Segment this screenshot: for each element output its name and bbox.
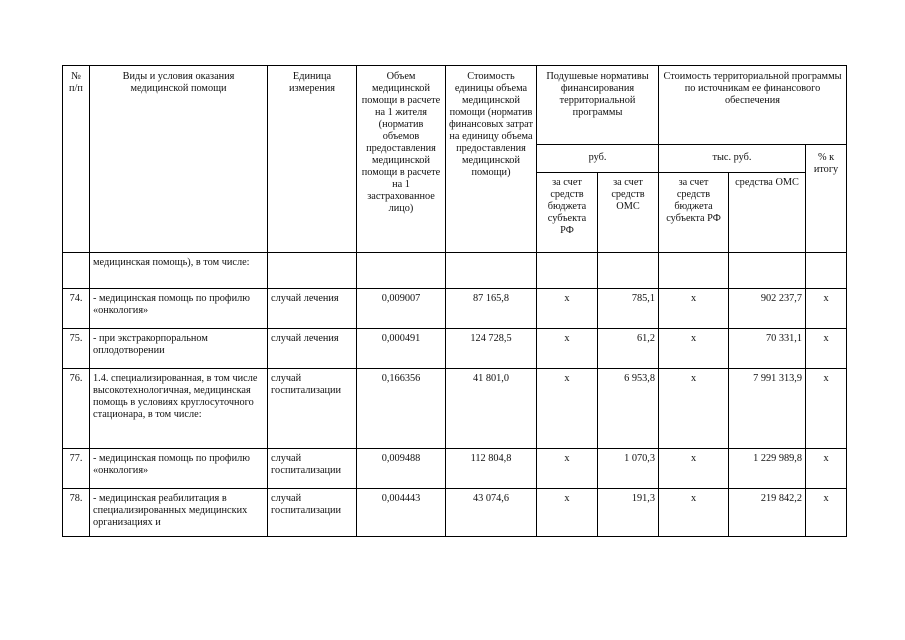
row-cost: 112 804,8 [446,449,537,489]
row-name: медицинская помощь), в том числе: [90,253,268,289]
row-name: - медицинская помощь по профилю «онкология» [90,289,268,329]
header-row-1 [63,66,847,145]
row-volume: 0,166356 [357,369,446,449]
row-cost: 124 728,5 [446,329,537,369]
row-name: 1.4. специализированная, в том числе высокотехнологичная, медицинская помощь в условиях круглосуточного стационара, в том числе: [90,369,268,449]
row-name: - медицинская реабилитация в специализированных медицинских организациях и [90,489,268,537]
row-volume: 0,009007 [357,289,446,329]
row-unit: случай лечения [268,329,357,369]
row-budget-thous: х [659,369,729,449]
row-cost [446,253,537,289]
row-volume: 0,004443 [357,489,446,537]
row-percent: х [806,369,847,449]
row-volume [357,253,446,289]
row-unit [268,253,357,289]
table-row [63,329,847,369]
row-unit: случай госпитализации [268,449,357,489]
table-row [63,289,847,329]
row-percent: х [806,489,847,537]
header-cost: Стоимость единицы объема медицинской помощи (норматив финансовых затрат на единицу объема предоставления медицинской помощи) [446,66,537,253]
table-row [63,489,847,537]
row-budget-thous: х [659,329,729,369]
row-oms-thous: 1 229 989,8 [729,449,806,489]
row-budget-rub: х [537,489,598,537]
row-budget-rub: х [537,289,598,329]
row-oms-thous: 70 331,1 [729,329,806,369]
row-cost: 41 801,0 [446,369,537,449]
row-num: 78. [63,489,90,537]
header-territorial: Стоимость территориальной программы по источникам ее финансового обеспечения [659,66,847,145]
header-budget-rub: за счет средств бюджета субъекта РФ [537,173,598,253]
header-oms-rub: за счет средств ОМС [598,173,659,253]
row-budget-thous [659,253,729,289]
header-percent: % к итогу [806,145,847,253]
row-cost: 43 074,6 [446,489,537,537]
header-kinds: Виды и условия оказания медицинской помощи [90,66,268,253]
row-percent: х [806,449,847,489]
row-budget-thous: х [659,289,729,329]
table-row [63,449,847,489]
row-percent: х [806,329,847,369]
row-num: 76. [63,369,90,449]
row-unit: случай госпитализации [268,489,357,537]
row-oms-thous [729,253,806,289]
row-name: - при экстракорпоральном оплодотворении [90,329,268,369]
row-oms-thous: 219 842,2 [729,489,806,537]
row-percent: х [806,289,847,329]
row-budget-rub: х [537,329,598,369]
row-budget-rub: х [537,449,598,489]
header-thous-rub: тыс. руб. [659,145,806,173]
row-budget-rub: х [537,369,598,449]
row-budget-thous: х [659,489,729,537]
header-per-capita: Подушевые нормативы финансирования территориальной программы [537,66,659,145]
header-unit: Единица измерения [268,66,357,253]
row-volume: 0,009488 [357,449,446,489]
header-rub: руб. [537,145,659,173]
row-oms-thous: 7 991 313,9 [729,369,806,449]
row-cost: 87 165,8 [446,289,537,329]
header-budget-thous: за счет средств бюджета субъекта РФ [659,173,729,253]
row-budget-thous: х [659,449,729,489]
row-oms-thous: 902 237,7 [729,289,806,329]
row-num [63,253,90,289]
table-row [63,369,847,449]
row-oms-rub: 1 070,3 [598,449,659,489]
row-oms-rub [598,253,659,289]
row-num: 75. [63,329,90,369]
row-unit: случай лечения [268,289,357,329]
header-volume: Объем медицинской помощи в расчете на 1 жителя (норматив объемов предоставления медицинской помощи в расчете на 1 застрахованное лицо) [357,66,446,253]
header-oms-thous: средства ОМС [729,173,806,253]
document-page [62,65,847,537]
row-oms-rub: 61,2 [598,329,659,369]
row-oms-rub: 785,1 [598,289,659,329]
header-num: № п/п [63,66,90,253]
row-oms-rub: 191,3 [598,489,659,537]
row-percent [806,253,847,289]
row-budget-rub [537,253,598,289]
financing-table [62,65,847,537]
row-unit: случай госпитализации [268,369,357,449]
table-row [63,253,847,289]
row-volume: 0,000491 [357,329,446,369]
row-num: 77. [63,449,90,489]
row-num: 74. [63,289,90,329]
row-oms-rub: 6 953,8 [598,369,659,449]
row-name: - медицинская помощь по профилю «онкология» [90,449,268,489]
